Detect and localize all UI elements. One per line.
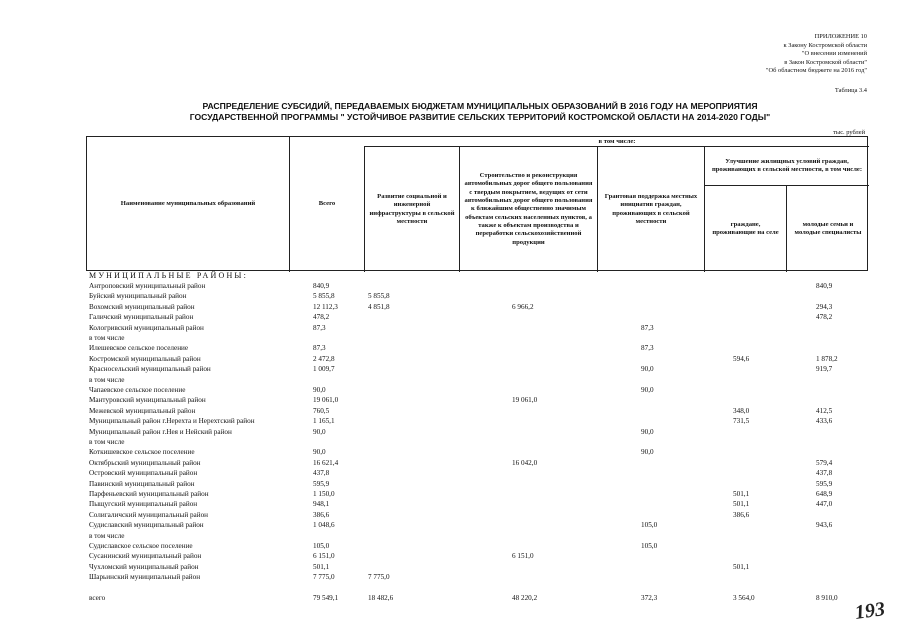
row-name: Муниципальный район г.Нея и Нейский район [89,427,232,436]
table-row [0,458,905,468]
table-row [0,364,905,374]
table-number: Таблица 3.4 [834,87,867,94]
row-col-c: 87,3 [641,323,654,332]
row-total: 5 855,8 [313,292,335,301]
row-name: Межевской муниципальный район [89,406,196,415]
row-col-e: 294,3 [816,302,833,311]
row-name: Чапаевское сельское поселение [89,386,186,394]
row-col-e: 478,2 [816,313,833,322]
table-row [0,354,905,364]
row-name: в том числе [89,531,125,540]
row-name: Костромской муниципальный район [89,354,201,363]
table-row [0,343,905,353]
appendix-note [667,33,867,76]
row-total: 90,0 [313,448,326,457]
row-name: Чухломский муниципальный район [89,562,199,571]
row-col-c: 90,0 [641,427,654,436]
row-col-b: 19 061,0 [512,396,538,405]
row-col-d: 501,1 [733,562,750,571]
row-name: Судиславский муниципальный район [89,521,204,530]
table-row [0,541,905,551]
row-col-e: 840,9 [816,282,833,290]
table-row [0,406,905,416]
row-col-e: 943,6 [816,521,833,530]
row-col-a: 18 482,6 [368,594,394,602]
table-row [0,510,905,520]
row-col-c: 87,3 [641,344,654,353]
row-name: Павинский муниципальный район [89,479,195,488]
row-col-d: 3 564,0 [733,594,755,602]
table-row [0,375,905,385]
row-name: Вохомский муниципальный район [89,302,195,311]
row-total: 7 775,0 [313,573,335,582]
row-col-c: 90,0 [641,386,654,394]
table-row [0,499,905,509]
table-row [0,385,905,395]
table-row [0,416,905,426]
row-name: Галичский муниципальный район [89,313,194,322]
row-col-c: 90,0 [641,365,654,374]
table-row [0,302,905,312]
table-row [0,323,905,333]
row-total: 1 165,1 [313,417,335,426]
header-including: в том числе: [598,137,636,145]
table-row [0,468,905,478]
row-total: 386,6 [313,510,330,519]
row-col-d: 731,5 [733,417,750,426]
header-col-a: Развитие социальной и инженерной инфраструктуры в сельской местности [369,192,455,225]
row-total: 595,9 [313,479,330,488]
row-name: всего [89,594,106,602]
row-total: 437,8 [313,469,330,478]
appendix-line: "О внесении изменений [801,50,867,58]
table-row [0,447,905,457]
row-name: Солигаличский муниципальный район [89,510,209,519]
row-name: в том числе [89,438,125,446]
table-row [0,572,905,582]
table-row [0,562,905,572]
unit-label: тыс. рублей [833,129,865,136]
appendix-line: ПРИЛОЖЕНИЕ 10 [814,33,867,40]
row-col-e: 8 910,0 [816,594,838,602]
table-row [0,333,905,343]
document-title: ГОСУДАРСТВЕННОЙ ПРОГРАММЫ " УСТОЙЧИВОЕ РАЗВИТИЕ СЕЛЬСКИХ ТЕРРИТОРИЙ КОСТРОМСКОЙ ОБЛАСТИ НА 2014-2020 ГОДЫ" [189,112,771,122]
row-col-a: 5 855,8 [368,292,390,301]
table-row [0,281,905,291]
row-total: 90,0 [313,386,326,394]
row-name: Пыщугский муниципальный район [89,500,198,509]
row-total: 1 009,7 [313,365,335,374]
row-total: 19 061,0 [313,396,339,405]
row-col-e: 919,7 [816,365,833,374]
row-total: 6 151,0 [313,552,335,561]
header-col-c: Грантовая поддержка местных инициатив граждан, проживающих в сельской местности [604,192,698,225]
row-col-c: 90,0 [641,448,654,457]
row-col-e: 447,0 [816,500,833,509]
row-name: Антроповский муниципальный район [89,282,206,290]
row-col-d: 348,0 [733,406,750,415]
header-col-d: граждане, проживающие на селе [712,220,779,236]
row-name: Сусанинский муниципальный район [89,552,202,561]
row-col-e: 412,5 [816,406,833,415]
row-col-d: 501,1 [733,500,750,509]
row-col-d: 501,1 [733,490,750,498]
row-total: 105,0 [313,542,330,550]
row-col-e: 648,9 [816,490,833,498]
header-total: Всего [318,200,336,208]
row-col-b: 48 220,2 [512,594,538,602]
row-col-c: 372,3 [641,594,658,602]
row-total: 948,1 [313,500,330,509]
header-col-e: молодые семьи и молодые специалисты [794,220,862,236]
table-row [0,531,905,541]
row-col-b: 16 042,0 [512,458,538,467]
row-col-d: 594,6 [733,354,750,363]
total-row [0,593,905,603]
row-col-e: 579,4 [816,458,833,467]
row-name: Коткишевское сельское поселение [89,448,195,457]
table-row [0,489,905,499]
section-title: МУНИЦИПАЛЬНЫЕ РАЙОНЫ: [89,271,249,280]
row-col-e: 1 878,2 [816,354,838,363]
row-name: Шарьинский муниципальный район [89,573,201,582]
header-col-b: Строительство и реконструкция автомобильных дорог общего пользования с твердым покрытием, ведущих от сети автомобильных дорог общего пользования к ближайшим общественно значимым объектам сельских населенных пунктов, а также к объектам производства и переработки сельскохозяйственной продукции [464,172,593,246]
row-total: 87,3 [313,323,326,332]
row-name: Октябрьский муниципальный район [89,458,201,467]
row-name: Красносельский муниципальный район [89,365,211,374]
row-name: Муниципальный район г.Нерехта и Нерехтский район [89,417,255,426]
appendix-line: в Закон Костромской области" [784,58,867,66]
row-name: в том числе [89,375,125,384]
row-col-a: 7 775,0 [368,573,390,582]
row-col-c: 105,0 [641,542,658,550]
row-name: Буйский муниципальный район [89,292,187,301]
row-col-e: 595,9 [816,479,833,488]
row-total: 1 048,6 [313,521,335,530]
row-col-d: 386,6 [733,510,750,519]
row-col-e: 437,8 [816,469,833,478]
page-number: 193 [853,598,887,624]
row-col-e: 433,6 [816,417,833,426]
header-name: Наименование муниципальных образований [120,200,256,208]
row-total: 478,2 [313,313,330,322]
table-row [0,291,905,301]
row-total: 840,9 [313,282,330,290]
table-row [0,479,905,489]
row-total: 12 112,3 [313,302,338,311]
table-header [86,136,868,271]
document-title: РАСПРЕДЕЛЕНИЕ СУБСИДИЙ, ПЕРЕДАВАЕМЫХ БЮДЖЕТАМ МУНИЦИПАЛЬНЫХ ОБРАЗОВАНИЙ В 2016 ГОДУ НА МЕРОПРИЯТИЯ [202,101,758,111]
row-total: 90,0 [313,427,326,436]
row-col-a: 4 851,8 [368,302,390,311]
row-col-b: 6 151,0 [512,552,534,561]
row-total: 501,1 [313,562,330,571]
row-col-b: 6 966,2 [512,302,534,311]
row-name: Судиславское сельское поселение [89,542,193,550]
table-row [0,395,905,405]
row-name: в том числе [89,334,125,342]
row-col-c: 105,0 [641,521,658,530]
row-total: 1 150,0 [313,490,335,498]
appendix-line: к Закону Костромской области [783,41,867,49]
row-total: 2 472,8 [313,354,335,363]
header-housing: Улучшение жилищных условий граждан, проживающих в сельской местности, в том числе: [711,157,863,173]
row-name: Парфеньевский муниципальный район [89,490,209,498]
table-row [0,520,905,530]
row-total: 87,3 [313,344,326,353]
table-row [0,551,905,561]
row-name: Кологривский муниципальный район [89,323,204,332]
appendix-line: "Об областном бюджете на 2016 год" [765,67,867,75]
row-total: 760,5 [313,406,330,415]
row-name: Островский муниципальный район [89,469,198,478]
row-total: 79 549,1 [313,594,339,602]
row-name: Илешевское сельское поселение [89,344,189,353]
table-row [0,312,905,322]
row-name: Мантуровский муниципальный район [89,396,206,405]
table-row [0,437,905,447]
table-row [0,427,905,437]
row-total: 16 621,4 [313,458,339,467]
